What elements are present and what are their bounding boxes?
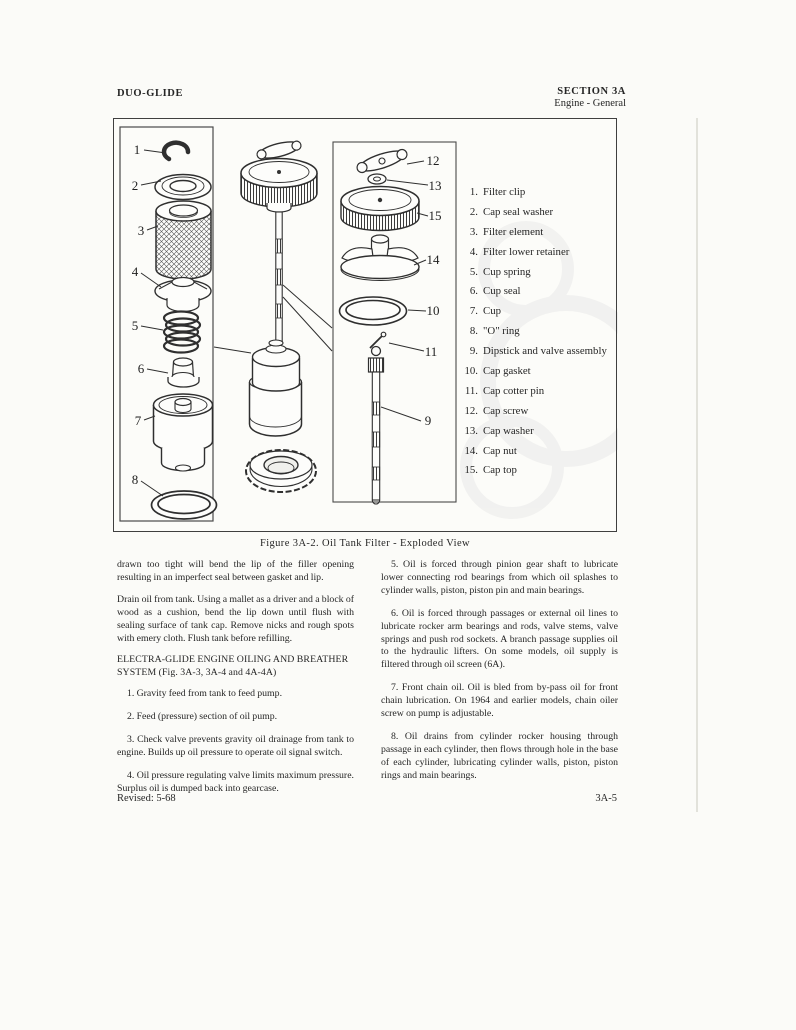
- callout-7: 7: [134, 413, 142, 428]
- part-row: [456, 362, 616, 382]
- part-number: 8.: [469, 325, 478, 338]
- cap-top-drawing: [341, 187, 419, 231]
- part-label: Cap screw: [483, 404, 529, 417]
- part-label: Dipstick and valve assembly: [483, 345, 607, 358]
- scan-edge-line: [696, 118, 698, 812]
- part-label: Cup: [483, 305, 501, 318]
- paragraph-continuation: drawn too tight will bend the lip of the filler opening resulting in an imperfect seal between gasket and lip.: [117, 559, 354, 583]
- filter-lower-retainer-drawing: [155, 278, 211, 312]
- filter-canister-drawing: [250, 340, 302, 436]
- part-row: [456, 382, 616, 402]
- paragraph-drain-oil: Drain oil from tank. Using a mallet as a driver and a block of wood as a cushion, bend the lip down until flush with sealing surface of tank cap. Remove nicks and rough spots with emery cloth. Flush tank before refilling.: [117, 593, 354, 644]
- part-row: [456, 263, 616, 283]
- parts-list: [456, 183, 616, 481]
- heading-electra-glide-oiling: ELECTRA-GLIDE ENGINE OILING AND BREATHER SYSTEM (Fig. 3A-3, 3A-4 and 4A-4A): [117, 654, 349, 679]
- part-row: [456, 223, 616, 243]
- callout-15: 15: [428, 208, 442, 223]
- part-label: Cap washer: [483, 424, 534, 437]
- part-number: 2.: [469, 205, 478, 218]
- cap-screw-drawing: [355, 146, 409, 175]
- footer-page-number: 3A-5: [595, 793, 617, 804]
- cup-spring-drawing: [164, 312, 200, 353]
- part-label: Cap gasket: [483, 365, 531, 378]
- callout-12: 12: [426, 153, 440, 168]
- part-number: 6.: [469, 285, 478, 298]
- part-number: 13.: [464, 424, 478, 437]
- part-row: [456, 422, 616, 442]
- part-row: [456, 282, 616, 302]
- cap-washer-drawing: [368, 174, 386, 184]
- cap-cotter-pin-drawing: [370, 332, 386, 348]
- oiling-item-7: 7. Front chain oil. Oil is bled from by-pass oil for front chain lubrication. On 1964 and earlier models, chain oiler screw on pump is adjustable.: [381, 682, 618, 720]
- callout-14: 14: [426, 252, 440, 267]
- part-number: 1.: [469, 186, 478, 198]
- part-label: Cap seal washer: [483, 205, 554, 218]
- part-label: Cup spring: [483, 265, 531, 278]
- part-label: Cap nut: [483, 444, 517, 457]
- part-row: [456, 203, 616, 223]
- part-label: Filter clip: [483, 186, 526, 198]
- part-row: [456, 461, 616, 481]
- callout-6: 6: [137, 361, 145, 376]
- cup-drawing: [154, 394, 213, 471]
- footer-revision: Revised: 5-68: [117, 793, 176, 804]
- figure-caption: Figure 3A-2. Oil Tank Filter - Exploded View: [259, 538, 471, 549]
- callout-13: 13: [428, 178, 442, 193]
- filter-element-drawing: [156, 201, 211, 279]
- oiling-item-1: 1. Gravity feed from tank to feed pump.: [127, 688, 283, 700]
- callout-4: 4: [131, 264, 139, 279]
- header-section-block: [554, 86, 626, 109]
- part-number: 15.: [464, 464, 478, 477]
- part-row: [456, 442, 616, 462]
- part-number: 10.: [464, 365, 478, 378]
- part-row: [456, 183, 616, 203]
- part-row: [456, 302, 616, 322]
- callout-11: 11: [424, 344, 438, 359]
- body-column-left: [117, 559, 354, 806]
- cap-dipstick-assembly-drawing: [241, 138, 317, 342]
- part-number: 3.: [469, 225, 478, 238]
- part-label: Cap top: [483, 464, 517, 477]
- oiling-item-2: 2. Feed (pressure) section of oil pump.: [127, 711, 278, 723]
- part-label: Cap cotter pin: [483, 384, 545, 397]
- section-subtitle: Engine - General: [554, 97, 626, 109]
- cup-seal-drawing: [168, 358, 199, 387]
- oiling-item-3: 3. Check valve prevents gravity oil drainage from tank to engine. Builds up oil pressure to operate oil signal switch.: [117, 734, 354, 758]
- part-label: Cup seal: [483, 285, 521, 298]
- oiling-item-6: 6. Oil is forced through passages or external oil lines to lubricate rocker arm bearings and rods, valve stems, valve springs and push rod sockets. A branch passage supplies oil to the hydraulic lifters. On some models, oil supply is filtered through oil screen (6A).: [381, 607, 618, 671]
- filter-clip-drawing: [164, 143, 188, 159]
- cap-seal-washer-drawing: [155, 175, 211, 200]
- part-row: [456, 322, 616, 342]
- part-number: 9.: [469, 345, 478, 358]
- part-number: 14.: [464, 444, 478, 457]
- cap-gasket-drawing: [340, 297, 407, 325]
- oiling-item-5: 5. Oil is forced through pinion gear shaft to lubricate lower connecting rod bearings from which oil splashes to cylinder walls, piston, piston pin and main bearings.: [381, 559, 618, 596]
- callout-2: 2: [131, 178, 139, 193]
- doc-title: DUO-GLIDE: [117, 88, 184, 99]
- section-label: SECTION 3A: [557, 86, 626, 97]
- part-row: [456, 402, 616, 422]
- part-row: [456, 243, 616, 263]
- oiling-item-4: 4. Oil pressure regulating valve limits maximum pressure. Surplus oil is dumped back into gearcase.: [117, 769, 354, 794]
- cap-mounting-ring-drawing: [246, 450, 316, 492]
- part-label: Filter element: [483, 225, 544, 238]
- part-row: [456, 342, 616, 362]
- part-label: "O" ring: [483, 325, 520, 338]
- oiling-item-8: 8. Oil drains from cylinder rocker housing through passage in each cylinder, then flows through hole in the base of each cylinder, lubricating cylinder walls, piston, piston rings and main bearings.: [381, 730, 618, 781]
- dipstick-drawing: [369, 347, 384, 505]
- callout-3: 3: [137, 223, 145, 238]
- part-number: 7.: [469, 305, 478, 318]
- part-number: 5.: [469, 265, 478, 278]
- callout-9: 9: [424, 413, 432, 428]
- part-number: 12.: [464, 404, 478, 417]
- part-number: 4.: [469, 245, 478, 258]
- callout-5: 5: [131, 318, 139, 333]
- figure-box: [113, 118, 617, 532]
- body-column-right: [381, 559, 618, 793]
- callout-1: 1: [133, 142, 141, 157]
- callout-10: 10: [426, 303, 440, 318]
- callout-8: 8: [131, 472, 139, 487]
- part-label: Filter lower retainer: [483, 245, 570, 258]
- part-number: 11.: [464, 384, 478, 397]
- cap-nut-drawing: [341, 235, 419, 281]
